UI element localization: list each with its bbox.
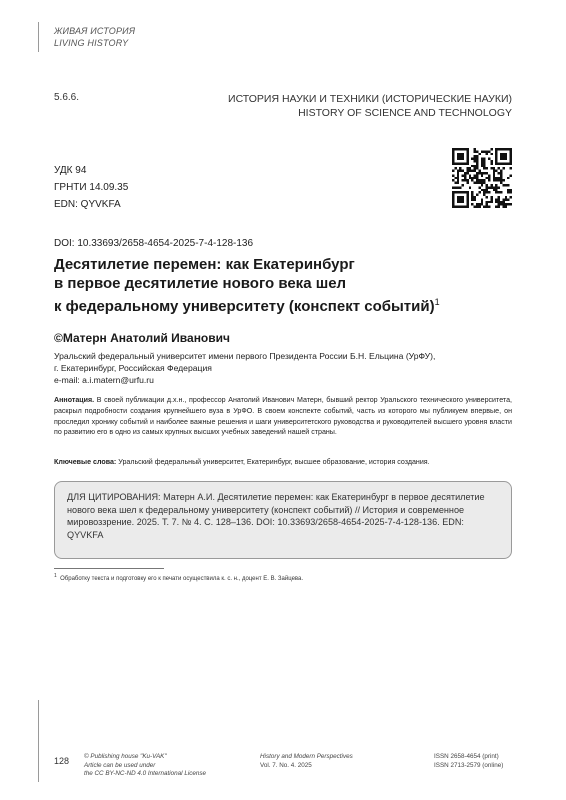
footnote: [54, 573, 303, 582]
citation-box: [54, 481, 512, 559]
footnote-text: Обработку текста и подготовку его к печати осуществила к. с. н., доцент Е. В. Зайцева.: [60, 576, 304, 582]
section-title-ru: ИСТОРИЯ НАУКИ И ТЕХНИКИ (ИСТОРИЧЕСКИЕ НАУКИ): [228, 93, 512, 105]
title-line-2: в первое десятилетие нового века шел: [54, 275, 347, 292]
publisher-line-3: the CC BY-NC-ND 4.0 International License: [84, 770, 207, 777]
running-header-en: LIVING HISTORY: [54, 38, 129, 48]
running-header-ru: ЖИВАЯ ИСТОРИЯ: [54, 26, 136, 36]
grnti: ГРНТИ 14.09.35: [54, 182, 129, 193]
abstract: [54, 395, 512, 438]
issn-block: [434, 753, 503, 770]
affiliation-line-2: г. Екатеринбург, Российская Федерация: [54, 363, 212, 373]
section-code: 5.6.6.: [54, 92, 80, 103]
title-line-1: Десятилетие перемен: как Екатеринбург: [54, 256, 355, 273]
margin-rule-bottom: [38, 700, 39, 782]
issn-print: ISSN 2658-4654 (print): [434, 753, 499, 760]
issn-online: ISSN 2713-2579 (online): [434, 761, 504, 769]
keywords: [54, 457, 512, 467]
journal-issue: Vol. 7. No. 4. 2025: [260, 761, 312, 769]
journal-name: History and Modern Perspectives: [260, 753, 353, 760]
citation-label: ДЛЯ ЦИТИРОВАНИЯ:: [67, 492, 161, 502]
section-title: [228, 92, 512, 120]
margin-rule-top: [38, 22, 39, 52]
license-block: [84, 753, 206, 779]
doi: DOI: 10.33693/2658-4654-2025-7-4-128-136: [54, 238, 254, 249]
publisher-line-1: © Publishing house "Ku-VAK": [84, 753, 167, 760]
title-line-3: к федеральному университету (конспект событий): [54, 298, 435, 315]
section-title-en: HISTORY OF SCIENCE AND TECHNOLOGY: [298, 107, 512, 119]
keywords-text: Уральский федеральный университет, Екатеринбург, высшее образование, история создания.: [116, 458, 430, 466]
journal-block: [260, 753, 353, 770]
keywords-label: Ключевые слова:: [54, 458, 117, 466]
citation-text: Матерн А.И. Десятилетие перемен: как Екатеринбург в первое десятилетие нового века шел к федеральному университету (конспект событий) // История и современное мировоззрение. 2025. Т. 7. № 4. С. 128–136. DOI: 10.33693/2658-4654-2025-7-4-128-136. EDN: QYVKFA: [67, 492, 485, 540]
affiliation-email: e-mail: a.i.matern@urfu.ru: [54, 375, 154, 385]
footnote-mark: 1: [54, 573, 57, 579]
udk: УДК 94: [54, 165, 87, 176]
title-footnote-mark: 1: [434, 297, 440, 307]
article-title: [54, 255, 474, 316]
edn: EDN: QYVKFA: [54, 199, 121, 210]
affiliation-line-1: Уральский федеральный университет имени первого Президента России Б.Н. Ельцина (УрФУ),: [54, 351, 436, 361]
qr-code-icon: [452, 148, 512, 208]
abstract-label: Аннотация.: [54, 396, 95, 404]
publisher-line-2: Article can be used under: [84, 761, 156, 769]
page-number: 128: [54, 756, 70, 766]
author-name: ©Матерн Анатолий Иванович: [54, 331, 230, 345]
footnote-rule: [54, 568, 164, 569]
author-affiliation: [54, 350, 494, 386]
abstract-text: В своей публикации д.х.н., профессор Анатолий Иванович Матерн, бывший ректор Уральского технического университета, раскрыл подробности создания крупнейшего вуза в УрФО. В своем конспекте событий, часть из которого мы публикуем впервые, он проследил хронику событий и наиболее важные решения и шаги университетского руководства и руководителей высшего уровня власти по развитию его в одно из самых крупных высших учебных заведений нашей страны.: [54, 396, 512, 437]
